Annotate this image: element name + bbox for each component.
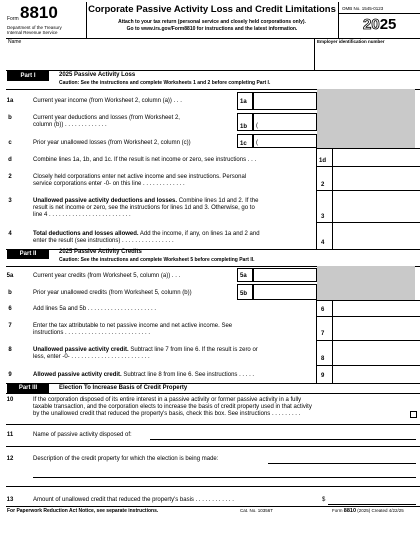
line-9-rest: Subtract line 8 from line 6. See instructions . . . . . — [121, 372, 255, 378]
line-9-number: 9 — [8, 372, 12, 378]
part2-label: Part II — [7, 249, 49, 259]
line-10-text-1: If the corporation disposed of its entire interest in a passive activity or former passive activity in a fully — [33, 397, 302, 403]
line-1d-number: d — [8, 157, 12, 163]
line-1c-number: c — [8, 140, 12, 146]
line-1c-paren: ( — [256, 140, 258, 146]
line-10-number: 10 — [6, 397, 14, 403]
line-5a-number: 5a — [6, 273, 14, 279]
tax-year-outline: 20 — [363, 16, 380, 33]
paperwork-notice: For Paperwork Reduction Act Notice, see separate instructions. — [7, 508, 159, 514]
line-10-checkbox[interactable] — [410, 411, 417, 418]
part3-label: Part III — [7, 383, 49, 393]
line-3-text-3: line 4 . . . . . . . . . . . . . . . . . . . . . . . . . — [33, 212, 131, 218]
line-6-box: 6 — [321, 307, 325, 313]
line-4-rest: Add the income, if any, on lines 1a and 2 and — [138, 231, 260, 237]
line-12-number: 12 — [6, 456, 14, 462]
line-13-dollar: $ — [322, 497, 326, 503]
part1-title: 2025 Passive Activity Loss — [59, 72, 136, 78]
line-1b-paren: ( — [256, 123, 258, 129]
line-2-text-2: service corporations enter -0- on this line . . . . . . . . . . . . . — [33, 181, 185, 187]
line-5a-amount[interactable] — [253, 268, 317, 282]
line-11-number: 11 — [6, 432, 14, 438]
line-6-amount[interactable] — [333, 301, 419, 316]
part1-caution: Caution: See the instructions and complete Worksheets 1 and 2 before completing Part I. — [59, 80, 271, 86]
line-6-number: 6 — [8, 306, 12, 312]
line-8-text-1 — [33, 347, 258, 354]
form-ref-prefix: Form — [332, 508, 343, 513]
line-11-field[interactable] — [150, 439, 416, 440]
header-divider-left — [86, 2, 87, 38]
line-8-amount[interactable] — [333, 341, 419, 364]
line-1b-number: b — [8, 115, 12, 121]
line-4-text-2: enter the result (see instructions) . . . . . . . . . . . . . . . . — [33, 238, 174, 244]
line-13-number: 13 — [6, 497, 14, 503]
form-prefix: Form — [7, 16, 19, 22]
line-4-box: 4 — [321, 240, 325, 246]
name-field[interactable] — [10, 46, 310, 68]
part3-title: Election To Increase Basis of Credit Property — [59, 385, 188, 391]
line-5b-text: Prior year unallowed credits (from Worksheet 5, column (b)) — [33, 290, 192, 296]
part2-caution: Caution: See the instructions and complete Worksheet 5 before completing Part II. — [59, 257, 255, 263]
tax-year-bold: 25 — [379, 16, 397, 33]
line-13-text: Amount of unallowed credit that reduced the property's basis . . . . . . . . . . . . — [33, 497, 234, 503]
ein-label: Employer identification number — [317, 39, 385, 44]
agency: Internal Revenue Service — [7, 30, 58, 35]
line-3-number: 3 — [8, 198, 12, 204]
line-5b-amount[interactable] — [253, 284, 317, 300]
line-3-rest: Combine lines 1d and 2. If the — [177, 198, 259, 204]
line-5b-number: b — [8, 290, 12, 296]
line-1a-amount[interactable] — [253, 92, 317, 110]
line-4-text-1 — [33, 231, 260, 238]
tax-year — [363, 16, 396, 34]
ein-field[interactable] — [318, 46, 416, 68]
line-1c-text: Prior year unallowed losses (from Worksheet 2, column (c)) — [33, 140, 191, 146]
line-1b-text-2: column (b)) . . . . . . . . . . . . . — [33, 122, 107, 128]
line-7-number: 7 — [8, 323, 12, 329]
line-3-amount[interactable] — [333, 191, 419, 222]
line-5b-box: 5b — [240, 291, 248, 297]
line-5a-text: Current year credits (from Worksheet 5, column (a)) . . . — [33, 273, 181, 279]
line-1d-amount[interactable] — [333, 149, 419, 166]
line-4-number: 4 — [8, 231, 12, 237]
line-8-text-2: less, enter -0- . . . . . . . . . . . . . . . . . . . . . . . . — [33, 354, 150, 360]
line-10-text-2: taxable transaction, and the corporation elects to increase the basis of credit property used in that activity — [33, 404, 312, 410]
irs-link-instruction: Go to www.irs.gov/Form8810 for instructions and the latest information. — [126, 26, 298, 32]
omb-number: OMB No. 1545-0123 — [342, 6, 384, 11]
line-7-text-1: Enter the tax attributable to net passive income and net active income. See — [33, 323, 233, 329]
attach-instruction: Attach to your tax return (personal service and closely held corporations only). — [118, 19, 306, 25]
part2-title: 2025 Passive Activity Credits — [59, 249, 142, 255]
form-ref-number: 8810 — [343, 508, 357, 514]
line-5a-box: 5a — [240, 273, 247, 279]
catalog-number: Cat. No. 10356T — [240, 508, 274, 513]
part1-label: Part I — [7, 71, 49, 81]
line-11-text: Name of passive activity disposed of: — [33, 432, 132, 438]
form-reference — [332, 508, 404, 514]
line-1d-box: 1d — [319, 158, 327, 164]
line-2-number: 2 — [8, 174, 12, 180]
line-9-amount[interactable] — [333, 366, 419, 383]
line-8-bold: Unallowed passive activity credit. — [33, 347, 129, 353]
line-1c-box: 1c — [240, 141, 247, 147]
line-3-text-2: result is net income or zero, see the instructions for lines 1d and 3. Otherwise, go to — [33, 205, 255, 211]
form-title: Corporate Passive Activity Loss and Credit Limitations — [88, 4, 336, 15]
header-divider-right — [338, 2, 339, 38]
line-3-text-1 — [33, 198, 258, 205]
line-7-text-2: instructions . . . . . . . . . . . . . . . . . . . . . . . . . . — [33, 330, 151, 336]
line-1b-amount[interactable] — [253, 113, 317, 131]
line-12-field-1[interactable] — [268, 463, 416, 464]
line-1a-box: 1a — [240, 99, 247, 105]
line-4-amount[interactable] — [333, 223, 419, 249]
line-1b-text-1: Current year deductions and losses (from Worksheet 2, — [33, 115, 180, 121]
line-3-box: 3 — [321, 214, 325, 220]
form-number: 8810 — [20, 3, 58, 22]
name-label: Name — [8, 39, 22, 45]
line-6-text: Add lines 5a and 5b . . . . . . . . . . . . . . . . . . . . . — [33, 306, 157, 312]
line-1c-amount[interactable] — [253, 134, 317, 148]
line-9-text-1 — [33, 372, 254, 379]
line-7-amount[interactable] — [333, 317, 419, 339]
line-8-rest: Subtract line 7 from line 6. If the result is zero or — [128, 347, 258, 353]
line-9-bold: Allowed passive activity credit. — [33, 372, 122, 378]
form-ref-suffix: (2025) Created 4/22/25 — [357, 508, 404, 513]
line-12-field-2[interactable] — [33, 477, 416, 478]
line-9-box: 9 — [321, 373, 325, 379]
line-1d-text: Combine lines 1a, 1b, and 1c. If the result is net income or zero, see instructions . . . — [33, 157, 257, 163]
line-13-field[interactable] — [328, 504, 416, 505]
line-1a-text: Current year income (from Worksheet 2, column (a)) . . . — [33, 98, 182, 104]
line-12-text: Description of the credit property for which the election is being made: — [33, 456, 219, 462]
line-2-amount[interactable] — [333, 167, 419, 189]
line-8-number: 8 — [8, 347, 12, 353]
line-3-bold: Unallowed passive activity deductions and losses. — [33, 198, 178, 204]
line-1b-box: 1b — [240, 124, 248, 130]
line-10-text-3: by the unallowed credit that reduced the property's basis, check this box. See instructions . . . . . . . . . — [33, 411, 301, 417]
line-2-box: 2 — [321, 182, 325, 188]
line-7-box: 7 — [321, 331, 325, 337]
department: Department of the Treasury — [7, 25, 62, 30]
line-4-bold: Total deductions and losses allowed. — [33, 231, 139, 237]
line-2-text-1: Closely held corporations enter net active income and see instructions. Personal — [33, 174, 247, 180]
line-1a-number: 1a — [6, 98, 14, 104]
line-8-box: 8 — [321, 356, 325, 362]
